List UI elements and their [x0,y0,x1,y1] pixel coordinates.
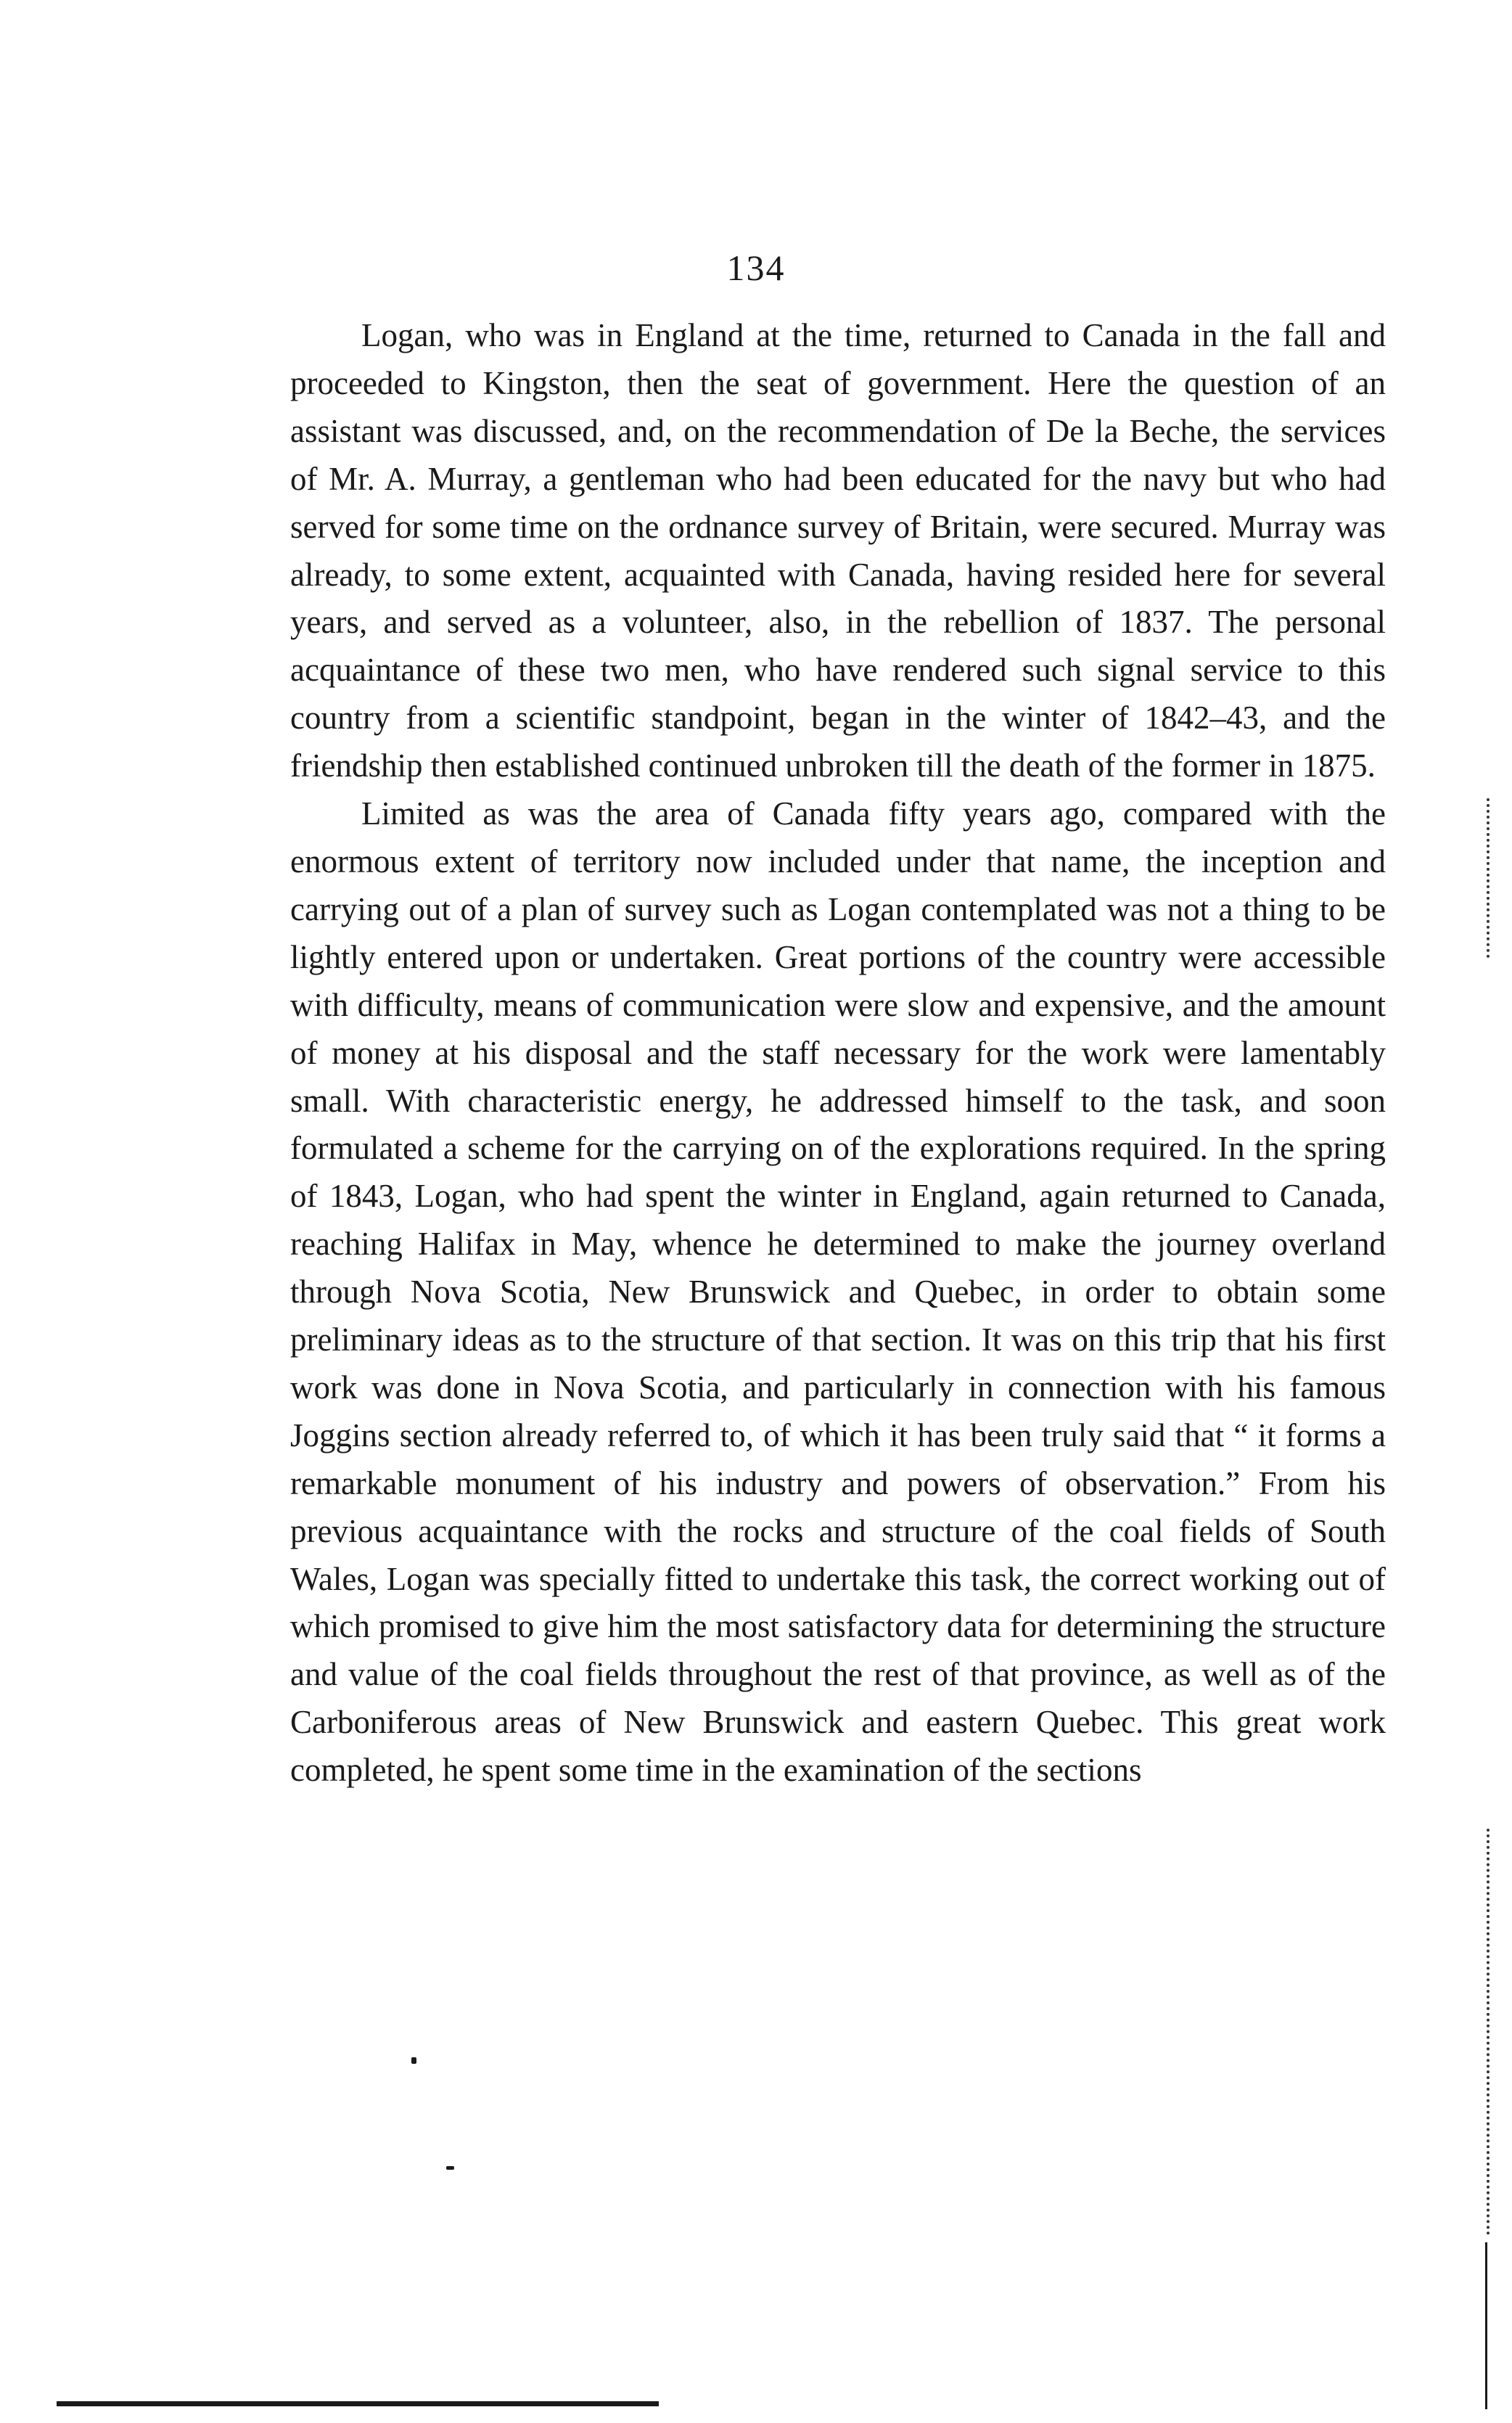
paragraph-1: Logan, who was in England at the time, returned to Canada in the fall and proceeded to Kingston, then the seat of government. Here the question of an assistant was discussed, and, on the recommendation of De la Beche, the services of Mr. A. Murray, a gentleman who had been educated for the navy but who had served for some time on the ordnance survey of Britain, were secured. Murray was already, to some extent, acquainted with Canada, having resided here for several years, and served as a volunteer, also, in the rebellion of 1837. The personal acquaintance of these two men, who have rendered such signal service to this country from a scientific standpoint, began in the winter of 1842–43, and the friendship then established continued unbroken till the death of the former in 1875. [290,317,1386,784]
ink-speck [446,2166,454,2170]
body-text [290,312,1386,1795]
paragraph-2: Limited as was the area of Canada fifty years ago, compared with the enormous extent of territory now included under that name, the inception and carrying out of a plan of survey such as Logan contemplated was not a thing to be lightly entered upon or undertaken. Great portions of the country were accessible with difficulty, means of communication were slow and expensive, and the amount of money at his disposal and the staff necessary for the work were lamentably small. With characteristic energy, he addressed himself to the task, and soon formulated a scheme for the carrying on of the explorations required. In the spring of 1843, Logan, who had spent the winter in England, again returned to Canada, reaching Halifax in May, whence he determined to make the journey overland through Nova Scotia, New Brunswick and Quebec, in order to obtain some preliminary ideas as to the structure of that section. It was on this trip that his first work was done in Nova Scotia, and particularly in connection with his famous Joggins section already referred to, of which it has been truly said that “ it forms a remarkable monument of his industry and powers of observation.” From his previous acquaintance with the rocks and structure of the coal fields of South Wales, Logan was specially fitted to undertake this task, the correct working out of which promised to give him the most satisfactory data for determining the structure and value of the coal fields throughout the rest of that province, as well as of the Carboniferous areas of New Brunswick and eastern Quebec. This great work completed, he spent some time in the examination of the sections [290,795,1386,1789]
edge-dotted-mark [1487,1829,1492,2235]
bottom-scan-rule [57,2401,659,2406]
page-number: 134 [726,247,786,288]
edge-binding-line [1485,2242,1487,2409]
edge-dotted-mark [1487,798,1492,958]
ink-speck [411,2057,416,2064]
